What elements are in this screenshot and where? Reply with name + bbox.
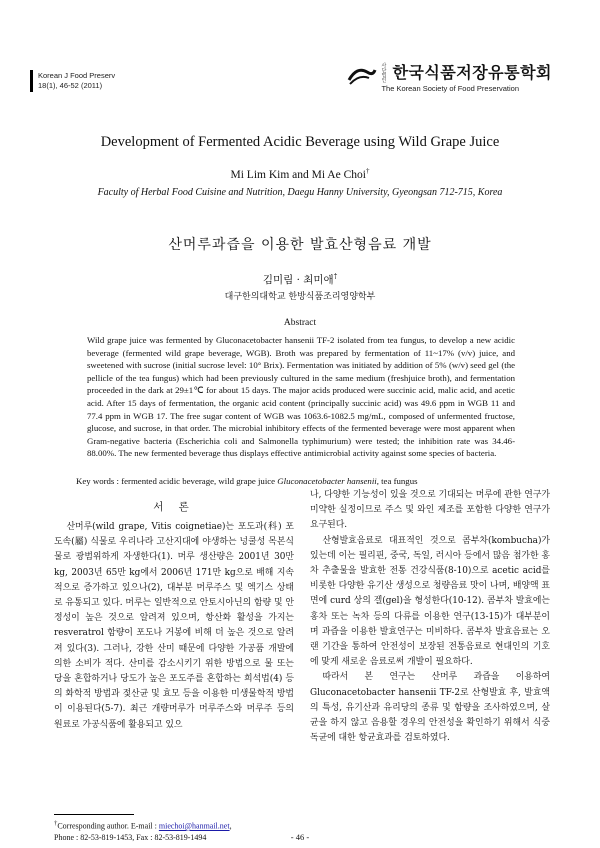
- journal-name: Korean J Food Preserv: [38, 71, 116, 80]
- footnote: †Corresponding author. E-mail : miechoi@hanmail.net, Phone : 82-53-819-1453, Fax : 82-53-819-1494: [54, 820, 232, 842]
- society-name-ko: 한국식품저장유통학회: [392, 65, 552, 82]
- authors-ko-mark: †: [333, 272, 338, 281]
- paragraph: 산형발효음료로 대표적인 것으로 콤부차(kombucha)가 있는데 이는 필리핀, 중국, 독일, 러시아 등에서 많음 첨가한 홍차 추출물을 발효한 전통 건강식품(8-10)으로 acetic acid를 비롯한 다양한 유기산 생성으로 청량음료 맛이 나며, 배양액 표면에 curd 상의 겔(gel)을 형성한다(10-12). 콤부차 발효에는 홍차 또는 녹차 등의 다류를 이용한 연구(13-15)가 대부분이며 과즙을 이용한 발효연구는 미비하다. 콤부차 발효음료는 오랜 기간을 통하여 안전성이 보장된 전통음료로 현대인의 기호에 맞게 새로운 음료로써 개발이 필요하다.: [310, 535, 550, 668]
- society-name-en: The Korean Society of Food Preservation: [381, 84, 520, 93]
- footnote-phone: Phone : 82-53-819-1453, Fax : 82-53-819-1494: [54, 832, 207, 842]
- paper-title-ko: 산머루과즙을 이용한 발효산형음료 개발: [168, 237, 432, 253]
- paper-title-en: Development of Fermented Acidic Beverage using Wild Grape Juice: [100, 134, 500, 150]
- authors-en: Mi Lim Kim and Mi Ae Choi†: [230, 167, 370, 181]
- body-column-right: [310, 488, 550, 746]
- keywords-label: Key words :: [76, 476, 122, 486]
- keywords: [76, 476, 536, 486]
- journal-volume: 18(1), 46-52 (2011): [38, 81, 103, 90]
- header-rule: [30, 70, 33, 92]
- society-logo-block: [347, 64, 552, 94]
- journal-info: [38, 71, 115, 91]
- authors-ko: 김미림 · 최미애†: [262, 272, 338, 286]
- footnote-rule: [54, 814, 134, 815]
- paragraph: 나, 다양한 기능성이 있을 것으로 기대되는 머루에 관한 연구가 미약한 실정이므로 주스 및 와인 제조를 포함한 다양한 연구가 요구된다.: [310, 490, 550, 531]
- keywords-tail: , tea fungus: [376, 476, 418, 486]
- abstract-body: Wild grape juice was fermented by Gluconacetobacter hansenii TF-2 isolated from tea fungus, to develop a new acidic beverage (fermented wild grape beverage, WGB). Broth was prepared by fermentation of 11~17% (v/v) juice, and sweetened with sucrose (initial sucrose level: 10° Brix). Fermentation was initiated by addition of 5% (w/v) seed gel (the pellicle of the tea fungus) which had been previously cultured in the same medium (freshjuice broth), and fermentation proceeded in the dark at 29±1℃ for about 15 days. The major acids produced were succinic acid, malic acid, and acetic acid. After 15 days of fermentation, the organic acid content (principally succinic acid) was 49.6 ppm in WGB 11 and 77.4 ppm in WGB 17. The free sugar content of WGB was 1063.6-1082.5 mg/mL, composed of unfermented fructose, glucose, and sucrose, in that order. The microbial inhibitory effects of the fermented beverage were most apparent when Gram-negative bacteria (Escherichia coli and Salmonella typhimurium) were tested; the inhibition rate was 34.46-88.00%. The new fermented beverage thus displays effective antimicrobial activity against some species of bacteria.: [87, 335, 515, 459]
- keywords-text: fermented acidic beverage, wild grape juice: [121, 476, 278, 486]
- email-link[interactable]: miechoi@hanmail.net: [158, 821, 230, 831]
- paragraph: 따라서 본 연구는 산머루 과즙을 이용하여 Gluconacetobacter hansenii TF-2로 산형발효 후, 발효액의 특성, 유기산과 유리당의 종류 및 함량을 조사하였으며, 살균을 하지 않고 음용할 경우의 안전성을 확인하기 위해서 식중독균에 대한 항균효과를 검토하였다.: [310, 672, 550, 744]
- affiliation-en: Faculty of Herbal Food Cuisine and Nutrition, Daegu Hanny University, Gyeongsan 712-715, Korea: [97, 187, 503, 198]
- page-number: - 46 -: [290, 832, 310, 842]
- footnote-prefix: Corresponding author. E-mail :: [57, 821, 159, 831]
- authors-en-mark: †: [365, 167, 370, 175]
- affiliation-ko: 대구한의대학교 한방식품조리영양학부: [224, 292, 376, 302]
- section-heading-introduction: 서 론: [153, 501, 195, 513]
- keywords-italic: Gluconacetobacter hansenii: [277, 476, 377, 486]
- paragraph: 산머루(wild grape, Vitis coignetiae)는 포도과(科) 포도속(屬) 식물로 우리나라 고산지대에 야생하는 넝쿨성 목본식물로 광범위하게 자생한다(1). 머루 생산량은 2001년 30만 kg, 2003년 65만 kg에서 2006년 171만 kg으로 배해 지속적으로 증가하고 있으나(2), 대부분 머루주스 및 엑기스 상태로 유통되고 있다. 머루는 일반적으로 안토시아닌의 함량 및 안정성이 높은 것으로 알려져 있으며, 항산화 활성을 가지는 resveratrol 함량이 포도나 거봉에 비해 더 높은 것으로 알려져 있다(3). 그러나, 강한 산미 때문에 다양한 가공품 개발에 의한 소비가 적다. 산미를 감소시키기 위한 방법으로 물 또는 당을 혼합하거나 당도가 높은 포도주를 혼합하는 희석법(4) 등의 화학적 방법과 젖산균 및 효모 등을 이용한 미생물학적 방법이 이용된다(5-7). 최근 개량머루가 머루주스와 머루주 등의 원료로 가공식품에 활용되고 있으: [54, 522, 294, 730]
- society-small-label: 사단 법인: [381, 63, 387, 84]
- abstract-heading: Abstract: [283, 318, 317, 328]
- body-column-left: [54, 520, 294, 733]
- society-logo-icon: [347, 64, 377, 86]
- footnote-mark: †: [54, 820, 58, 827]
